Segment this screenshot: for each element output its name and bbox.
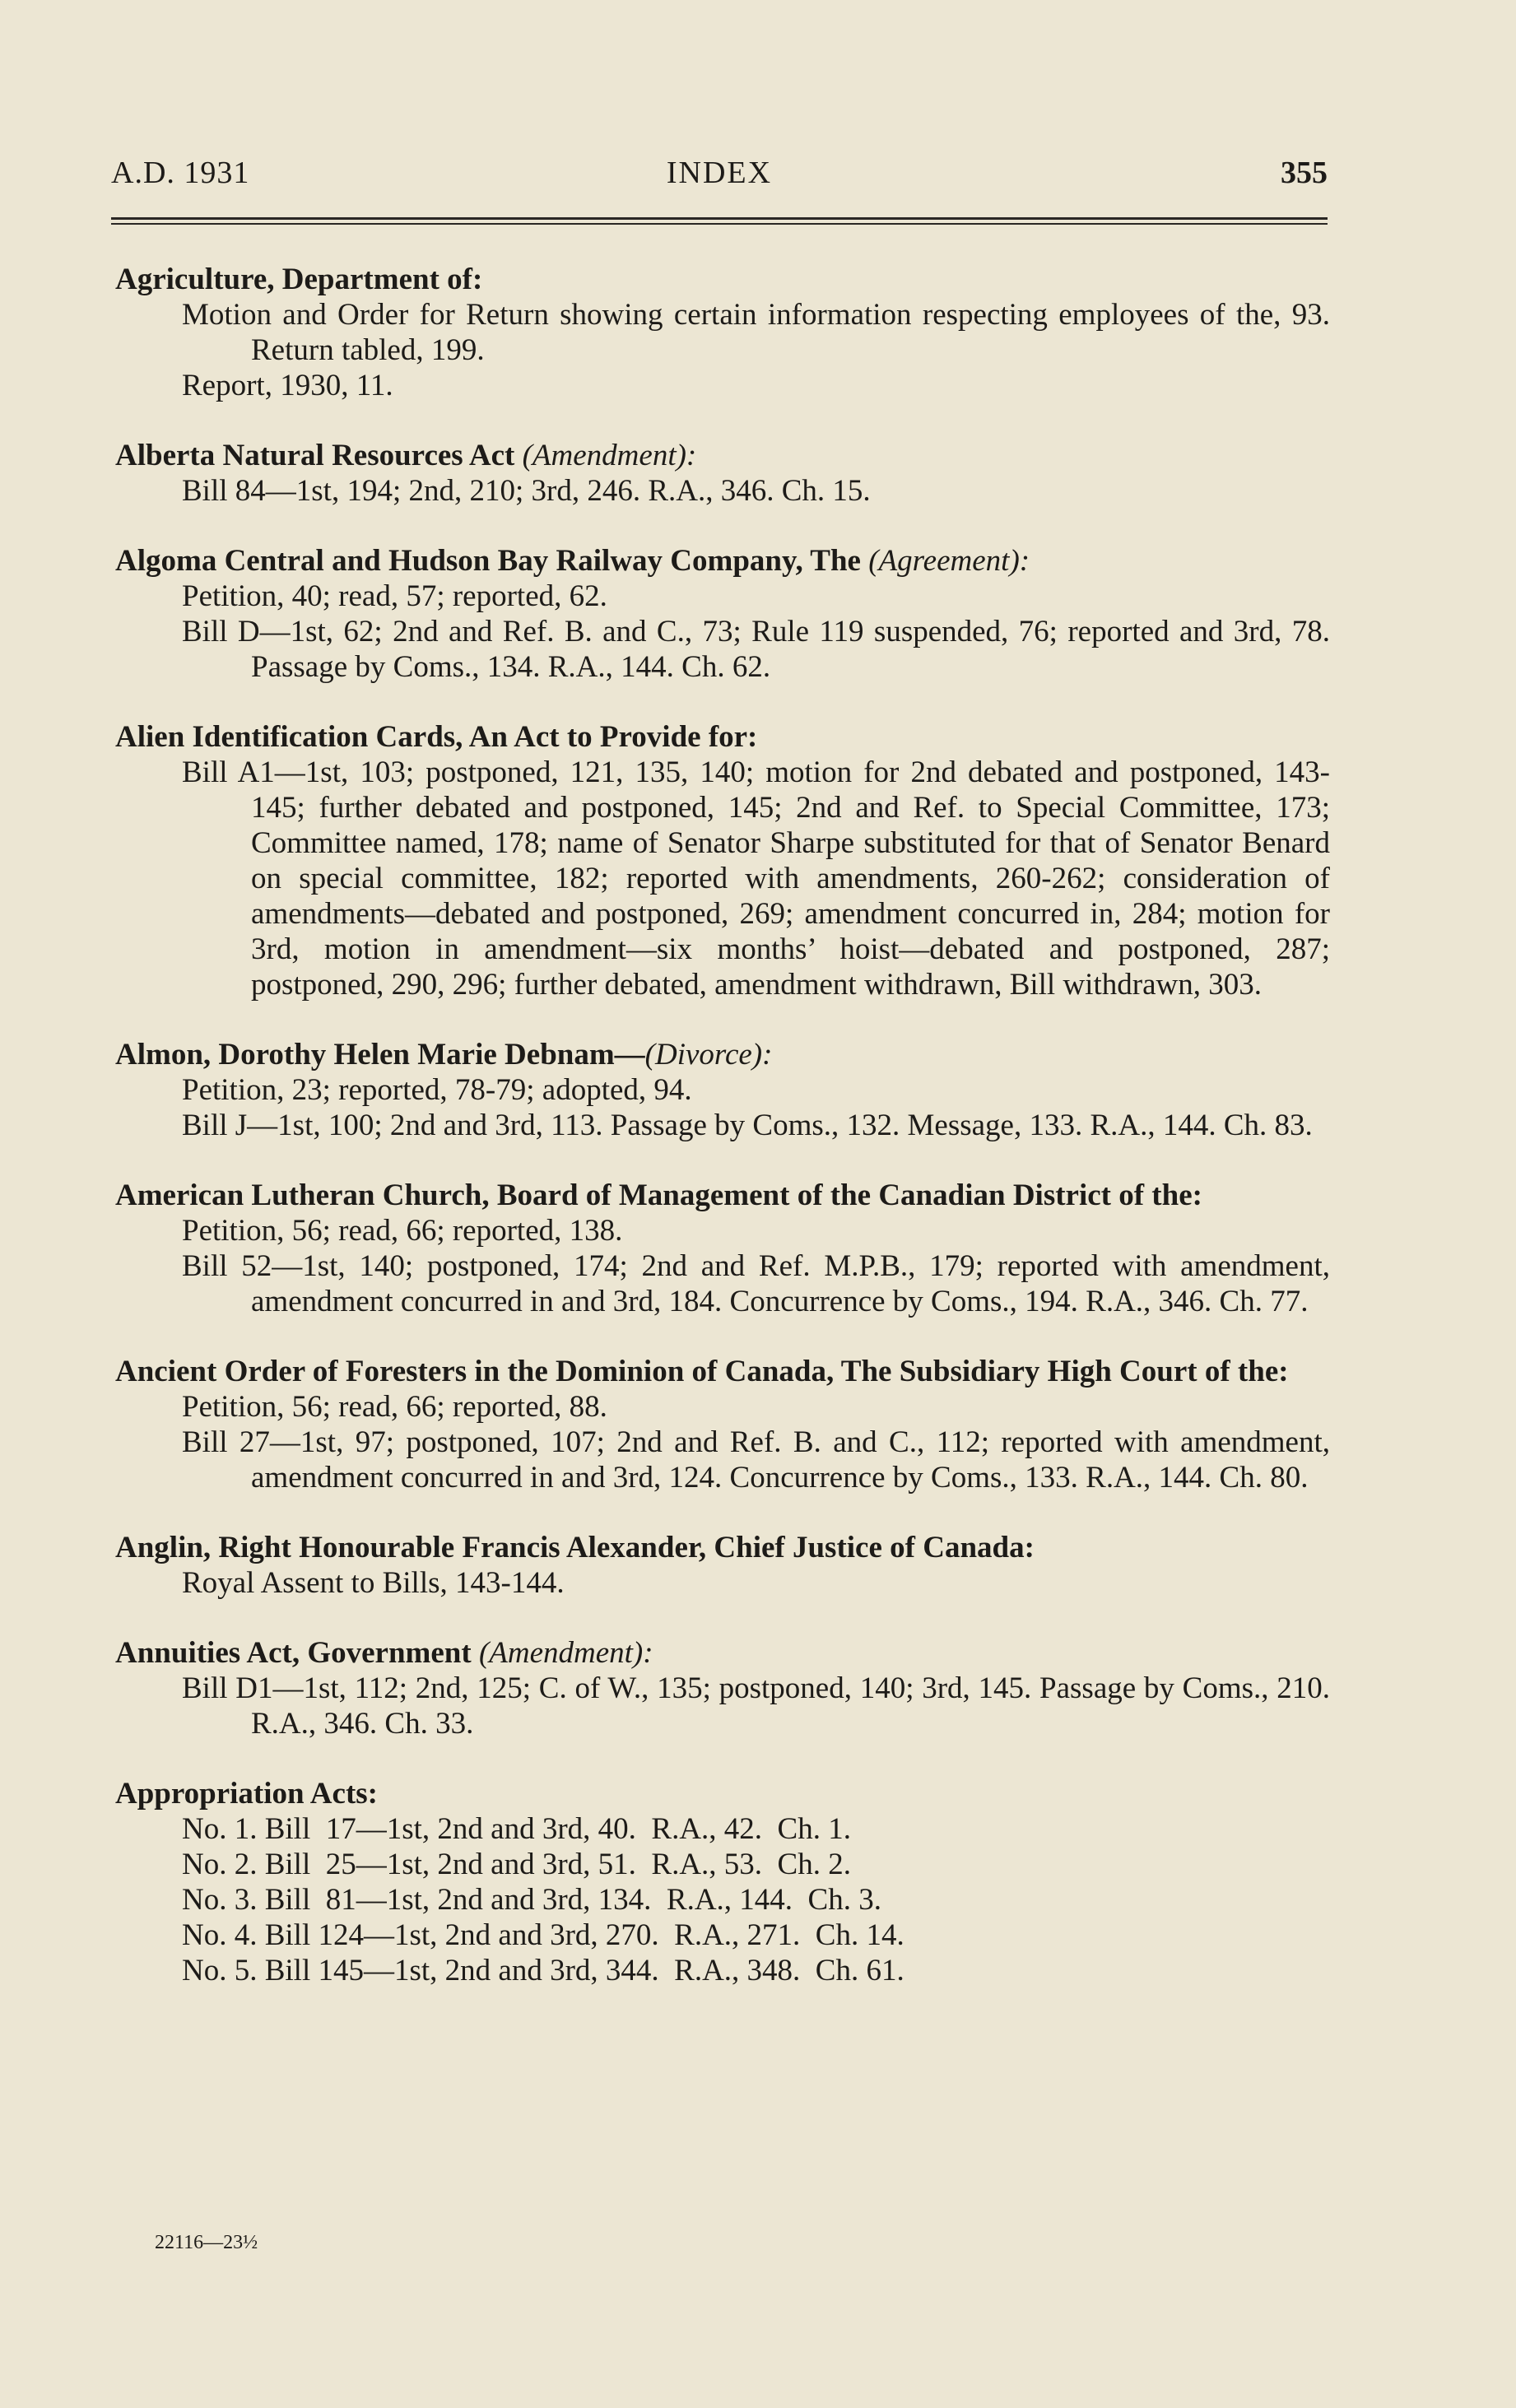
entry-line: Bill 27—1st, 97; postponed, 107; 2nd and Ref. B. and C., 112; reported with amendment, amendment concurred in and 3rd, 124. Concurrence by Coms., 133. R.A., 144. Ch. 80.: [182, 1425, 1330, 1495]
entry-heading: Ancient Order of Foresters in the Dominion of Canada, The Subsidiary High Court of the:: [115, 1355, 1289, 1388]
entry-qualifier: (Amendment):: [522, 439, 697, 472]
entry-line: Bill D1—1st, 112; 2nd, 125; C. of W., 135; postponed, 140; 3rd, 145. Passage by Coms., 210. R.A., 346. Ch. 33.: [182, 1671, 1330, 1741]
index-entry: [115, 1037, 1330, 1143]
entry-line: Bill J—1st, 100; 2nd and 3rd, 113. Passage by Coms., 132. Message, 133. R.A., 144. Ch. 83.: [182, 1109, 1313, 1142]
entry-heading: Alberta Natural Resources Act (Amendment):: [115, 439, 697, 472]
entry-heading: Agriculture, Department of:: [115, 263, 483, 296]
entry-line: Bill 84—1st, 194; 2nd, 210; 3rd, 246. R.A., 346. Ch. 15.: [182, 474, 871, 508]
index-entry-appropriation: [115, 1776, 1330, 1988]
entry-qualifier: (Divorce):: [644, 1038, 773, 1072]
entry-heading: Almon, Dorothy Helen Marie Debnam—(Divorce):: [115, 1038, 773, 1072]
appropriation-line: No. 4. Bill 124—1st, 2nd and 3rd, 270. R.A., 271. Ch. 14.: [182, 1918, 904, 1952]
entry-line: Bill 52—1st, 140; postponed, 174; 2nd and Ref. M.P.B., 179; reported with amendment, amendment concurred in and 3rd, 184. Concurrence by Coms., 194. R.A., 346. Ch. 77.: [182, 1249, 1330, 1318]
index-content: [115, 262, 1330, 2023]
entry-heading: Alien Identification Cards, An Act to Provide for:: [115, 720, 758, 754]
index-entry: [115, 438, 1330, 509]
entry-heading: Anglin, Right Honourable Francis Alexander, Chief Justice of Canada:: [115, 1531, 1035, 1564]
entry-line: Petition, 56; read, 66; reported, 138.: [182, 1214, 623, 1248]
index-entry: [115, 1354, 1330, 1495]
index-entry: [115, 543, 1330, 685]
entry-line: Petition, 56; read, 66; reported, 88.: [182, 1390, 607, 1424]
appropriation-line: No. 1. Bill 17—1st, 2nd and 3rd, 40. R.A., 42. Ch. 1.: [182, 1812, 851, 1846]
entry-qualifier: (Agreement):: [868, 544, 1030, 578]
page-number: 355: [1281, 156, 1328, 190]
entry-line: Petition, 23; reported, 78-79; adopted, 94.: [182, 1073, 692, 1107]
appropriation-line: No. 5. Bill 145—1st, 2nd and 3rd, 344. R.A., 348. Ch. 61.: [182, 1954, 904, 1987]
index-entry: [115, 262, 1330, 403]
entry-heading: American Lutheran Church, Board of Management of the Canadian District of the:: [115, 1178, 1202, 1212]
entry-line: Royal Assent to Bills, 143-144.: [182, 1566, 565, 1600]
index-entry: [115, 1178, 1330, 1319]
entry-heading: Annuities Act, Government (Amendment):: [115, 1636, 653, 1670]
appropriation-line: No. 2. Bill 25—1st, 2nd and 3rd, 51. R.A., 53. Ch. 2.: [182, 1848, 851, 1881]
header-year: A.D. 1931: [111, 156, 250, 190]
entry-line: Bill A1—1st, 103; postponed, 121, 135, 140; motion for 2nd debated and postponed, 143-145; further debated and postponed, 145; 2nd and Ref. to Special Committee, 173; Committee named, 178; name of Senator Sharpe substituted for that of Senator Benard on special committee, 182; reported with amendments, 260-262; consideration of amendments—debated and postponed, 269; amendment concurred in, 284; motion for 3rd, motion in amendment—six months’ hoist—debated and postponed, 287; postponed, 290, 296; further debated, amendment withdrawn, Bill withdrawn, 303.: [182, 755, 1330, 1002]
header-rule: [111, 217, 1328, 225]
entry-qualifier: (Amendment):: [478, 1636, 653, 1670]
index-entry: [115, 1530, 1330, 1601]
entry-line: Petition, 40; read, 57; reported, 62.: [182, 579, 607, 613]
entry-line: Report, 1930, 11.: [182, 369, 393, 402]
appropriation-line: No. 3. Bill 81—1st, 2nd and 3rd, 134. R.A., 144. Ch. 3.: [182, 1883, 881, 1917]
entry-line: Motion and Order for Return showing certain information respecting employees of the, 93. Return tabled, 199.: [182, 298, 1330, 367]
running-head: [111, 155, 1328, 204]
index-entry: [115, 1635, 1330, 1741]
entry-heading: Algoma Central and Hudson Bay Railway Company, The (Agreement):: [115, 544, 1030, 578]
header-title: INDEX: [666, 156, 773, 190]
entry-line: Bill D—1st, 62; 2nd and Ref. B. and C., 73; Rule 119 suspended, 76; reported and 3rd, 78. Passage by Coms., 134. R.A., 144. Ch. 62.: [182, 615, 1330, 684]
entry-heading: Appropriation Acts:: [115, 1777, 378, 1811]
index-entry: [115, 719, 1330, 1002]
printer-signature: 22116—23½: [155, 2232, 258, 2253]
